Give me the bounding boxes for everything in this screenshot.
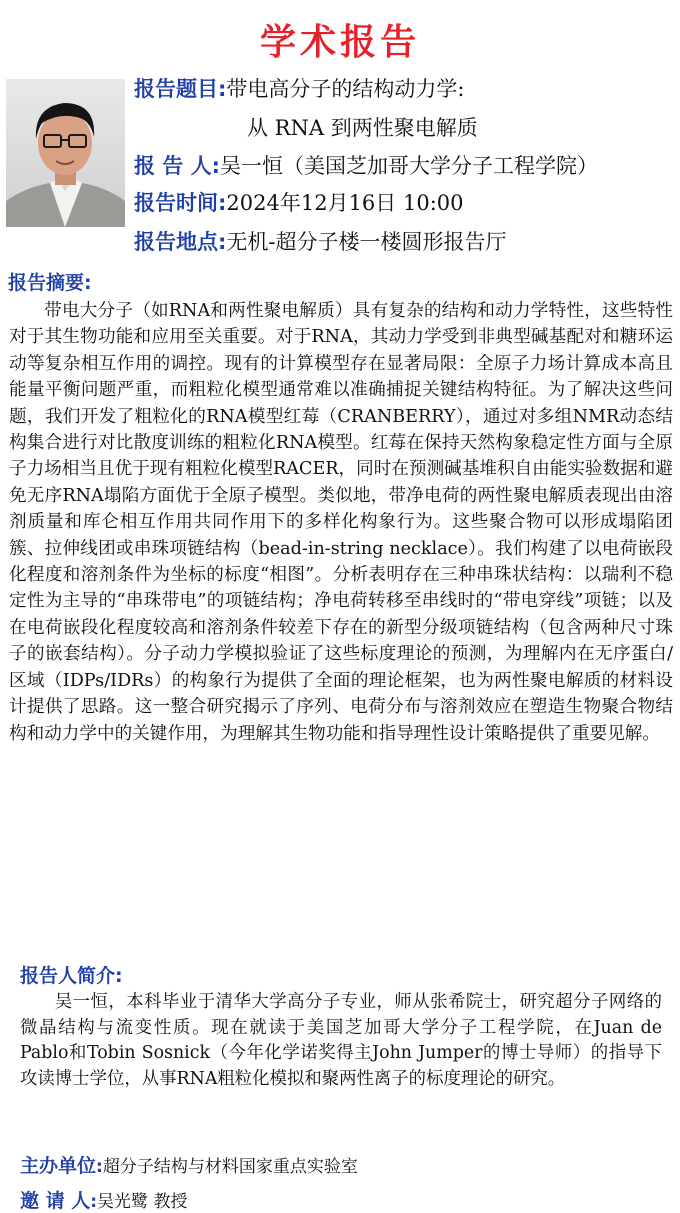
topic-row — [134, 74, 464, 104]
speaker-label: 报 告 人 — [134, 154, 212, 178]
topic-line1: 带电高分子的结构动力学: — [226, 77, 465, 101]
bio-heading-text: 报告人简介 — [20, 965, 116, 987]
inviter-value: 吴光鹭 教授 — [97, 1192, 188, 1212]
page-title: 学术报告 — [259, 22, 420, 63]
topic-line2: 从 RNA 到两性聚电解质 — [247, 116, 478, 140]
time-value: 2024年12月16日 10:00 — [226, 191, 464, 215]
place-value: 无机-超分子楼一楼圆形报告厅 — [226, 230, 507, 254]
topic-row-2 — [247, 113, 478, 143]
colon: : — [84, 272, 92, 294]
time-row — [134, 188, 464, 218]
speaker-value: 吴一恒（美国芝加哥大学分子工程学院） — [220, 154, 599, 178]
colon: : — [218, 230, 227, 254]
abstract-heading-text: 报告摘要 — [8, 272, 85, 294]
colon: : — [115, 965, 123, 987]
abstract-heading — [8, 268, 92, 295]
colon: : — [218, 191, 227, 215]
speaker-row — [134, 151, 598, 181]
place-label: 报告地点 — [134, 230, 218, 254]
host-value: 超分子结构与材料国家重点实验室 — [102, 1157, 358, 1177]
abstract-text: 带电大分子（如RNA和两性聚电解质）具有复杂的结构和动力学特性，这些特性对于其生物功能和应用至关重要。对于RNA，其动力学受到非典型碱基配对和糖环运动等复杂相互作用的调控。现有的计算模型存在显著局限：全原子力场计算成本高且能量平衡问题严重，而粗粒化模型通常难以准确捕捉关键结构特征。为了解决这些问题，我们开发了粗粒化的RNA模型红莓（CRANBERRY），通过对多组NMR动态结构集合进行对比散度训练的粗粒化RNA模型。红莓在保持天然构象稳定性方面与全原子力场相当且优于现有粗粒化模型RACER，同时在预测碱基堆积自由能实验数据和避免无序RNA塌陷方面优于全原子模型。类似地，带净电荷的两性聚电解质表现出由溶剂质量和库仑相互作用共同作用下的多样化构象行为。这些聚合物可以形成塌陷团簇、拉伸线团或串珠项链结构（bead-in-string necklace）。我们构建了以电荷嵌段化程度和溶剂条件为坐标的标度“相图”。分析表明存在三种串珠状结构：以瑞利不稳定性为主导的“串珠带电”的项链结构；净电荷转移至串线时的“带电穿线”项链；以及在电荷嵌段化程度较高和溶剂条件较差下存在的新型分级项链结构（包含两种尺寸珠子的嵌套结构）。分子动力学模拟验证了这些标度理论的预测，为理解内在无序蛋白/区域（IDPs/IDRs）的构象行为提供了全面的理论框架，也为两性聚电解质的材料设计提供了思路。这一整合研究揭示了序列、电荷分布与溶剂效应在塑造生物聚合物结构和动力学中的关键作用，为理解其生物功能和指导理性设计策略提供了重要见解。 — [9, 301, 673, 744]
time-label: 报告时间 — [134, 191, 218, 215]
host-label: 主办单位 — [20, 1155, 97, 1177]
bio-text: 吴一恒，本科毕业于清华大学高分子专业，师从张希院士，研究超分子网络的微晶结构与流变性质。现在就读于美国芝加哥大学分子工程学院，在Juan de Pablo和Tobin Sosnick（今年化学诺奖得主John Jumper的博士导师）的指导下攻读博士学位，从事RNA粗粒化模拟和聚两性离子的标度理论的研究。 — [20, 992, 662, 1089]
topic-label: 报告题目 — [134, 77, 218, 101]
inviter-label: 邀 请 人 — [20, 1190, 91, 1212]
colon: : — [218, 77, 227, 101]
place-row — [134, 227, 507, 257]
host-row — [20, 1151, 358, 1178]
inviter-row — [20, 1186, 187, 1213]
colon: : — [211, 154, 221, 178]
colon: : — [96, 1157, 103, 1177]
colon: : — [90, 1192, 98, 1212]
bio-heading — [20, 961, 123, 988]
speaker-photo — [6, 79, 125, 227]
